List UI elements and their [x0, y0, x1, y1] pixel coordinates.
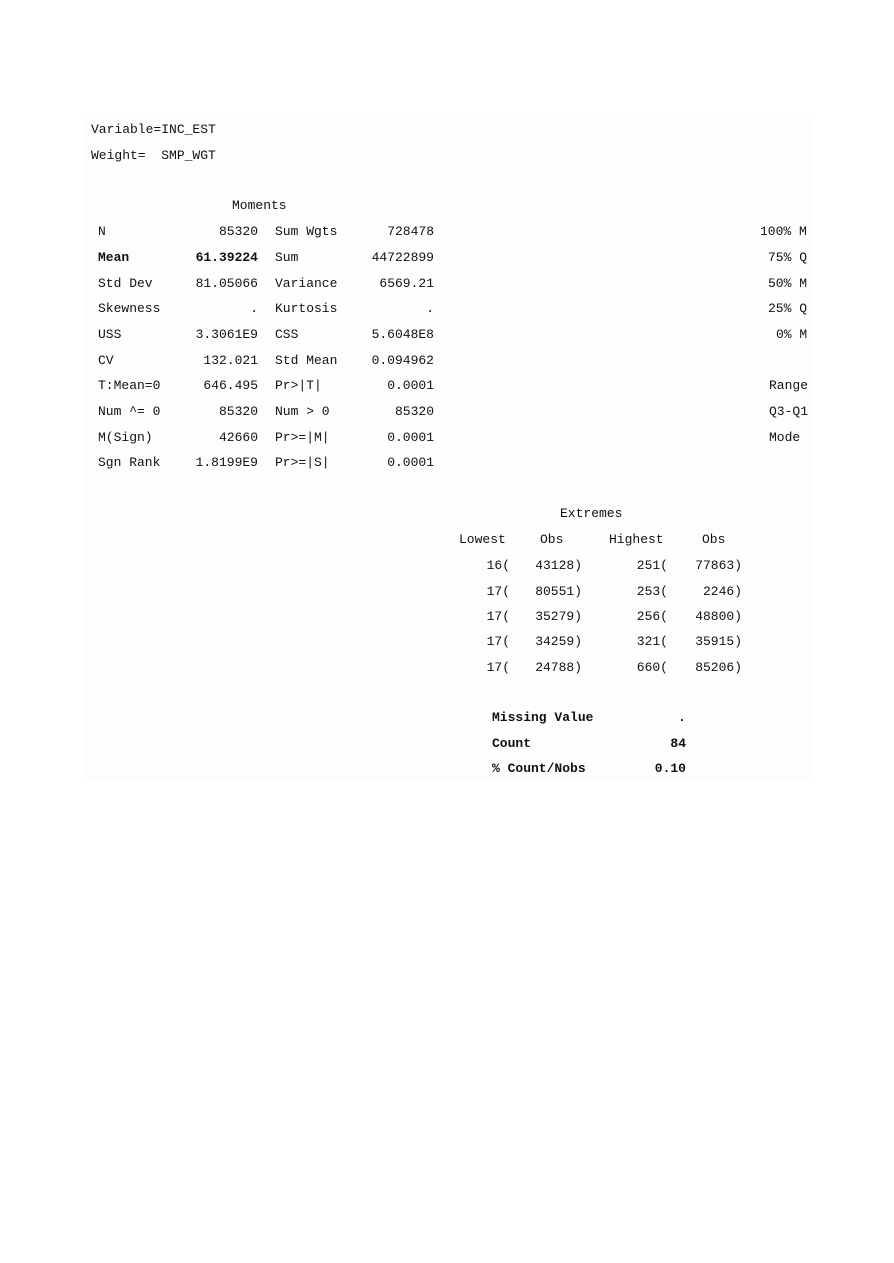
moments-title: Moments: [232, 198, 287, 213]
moments-label: Sum Wgts: [275, 224, 338, 239]
moments-value: .: [250, 301, 258, 316]
moments-label: Pr>=|S|: [275, 455, 330, 470]
moments-label: CV: [98, 353, 114, 368]
missing-count-value: 84: [670, 736, 686, 751]
extremes-header-obs: Obs: [702, 532, 726, 547]
missing-count-label: Count: [492, 736, 532, 751]
extremes-lowest: 17(: [486, 660, 510, 675]
moments-label: CSS: [275, 327, 299, 342]
quantile-label: 25% Q: [768, 301, 808, 316]
extremes-title: Extremes: [560, 506, 623, 521]
extremes-obs-low: 43128): [535, 558, 582, 573]
quantile-label: Q3-Q1: [769, 404, 809, 419]
extremes-obs-low: 80551): [535, 584, 582, 599]
moments-label: Std Mean: [275, 353, 338, 368]
moments-label: Pr>|T|: [275, 378, 322, 393]
extremes-obs-high: 85206): [695, 660, 742, 675]
scanned-output-panel: [84, 114, 812, 780]
moments-value: 85320: [218, 224, 258, 239]
moments-label: Sgn Rank: [98, 455, 161, 470]
moments-label: Sum: [275, 250, 299, 265]
moments-label: T:Mean=0: [98, 378, 161, 393]
extremes-obs-high: 2246): [702, 584, 742, 599]
moments-value: 44722899: [371, 250, 434, 265]
moments-label: Std Dev: [98, 276, 153, 291]
moments-value: .: [426, 301, 434, 316]
variable-line: Variable=INC_EST: [91, 122, 216, 137]
quantiles-partial: [760, 222, 812, 452]
moments-value: 81.05066: [195, 276, 258, 291]
missing-value-label: Missing Value: [492, 710, 594, 725]
weight-line: Weight= SMP_WGT: [91, 148, 216, 163]
extremes-obs-high: 35915): [695, 634, 742, 649]
extremes-header-lowest: Lowest: [459, 532, 506, 547]
missing-pct-label: % Count/Nobs: [492, 761, 586, 776]
extremes-highest: 251(: [636, 558, 668, 573]
moments-value: 132.021: [203, 353, 258, 368]
moments-label: Mean: [98, 250, 130, 265]
moments-value: 85320: [394, 404, 434, 419]
moments-value: 0.0001: [387, 430, 434, 445]
moments-label: Kurtosis: [275, 301, 338, 316]
extremes-obs-low: 35279): [535, 609, 582, 624]
moments-label: Variance: [275, 276, 338, 291]
moments-label: Num > 0: [275, 404, 330, 419]
quantile-label: 100% M: [760, 224, 807, 239]
quantile-label: 0% M: [776, 327, 808, 342]
moments-value: 42660: [218, 430, 258, 445]
moments-value: 3.3061E9: [195, 327, 258, 342]
moments-label: USS: [98, 327, 122, 342]
moments-value: 6569.21: [379, 276, 434, 291]
moments-label: Pr>=|M|: [275, 430, 330, 445]
missing-pct-value: 0.10: [654, 761, 686, 776]
extremes-highest: 253(: [636, 584, 668, 599]
moments-value: 5.6048E8: [371, 327, 434, 342]
extremes-obs-low: 34259): [535, 634, 582, 649]
quantile-label: Range: [769, 378, 809, 393]
extremes-header-obs: Obs: [540, 532, 564, 547]
extremes-lowest: 17(: [486, 584, 510, 599]
missing-value-value: .: [678, 710, 686, 725]
extremes-lowest: 17(: [486, 609, 510, 624]
moments-value: 646.495: [203, 378, 258, 393]
extremes-lowest: 17(: [486, 634, 510, 649]
moments-label: Skewness: [98, 301, 161, 316]
moments-value: 0.0001: [387, 455, 434, 470]
quantile-label: Mode: [769, 430, 801, 445]
extremes-header-highest: Highest: [609, 532, 664, 547]
extremes-highest: 321(: [636, 634, 668, 649]
moments-value: 728478: [387, 224, 434, 239]
moments-value: 85320: [218, 404, 258, 419]
moments-label: Num ^= 0: [98, 404, 161, 419]
extremes-obs-low: 24788): [535, 660, 582, 675]
moments-value: 61.39224: [195, 250, 258, 265]
extremes-highest: 256(: [636, 609, 668, 624]
moments-label: N: [98, 224, 106, 239]
moments-value: 0.094962: [371, 353, 434, 368]
moments-value: 1.8199E9: [195, 455, 258, 470]
extremes-lowest: 16(: [486, 558, 510, 573]
extremes-obs-high: 77863): [695, 558, 742, 573]
extremes-highest: 660(: [636, 660, 668, 675]
quantile-label: 75% Q: [768, 250, 808, 265]
extremes-obs-high: 48800): [695, 609, 742, 624]
quantile-label: 50% M: [768, 276, 808, 291]
moments-value: 0.0001: [387, 378, 434, 393]
moments-label: M(Sign): [98, 430, 153, 445]
